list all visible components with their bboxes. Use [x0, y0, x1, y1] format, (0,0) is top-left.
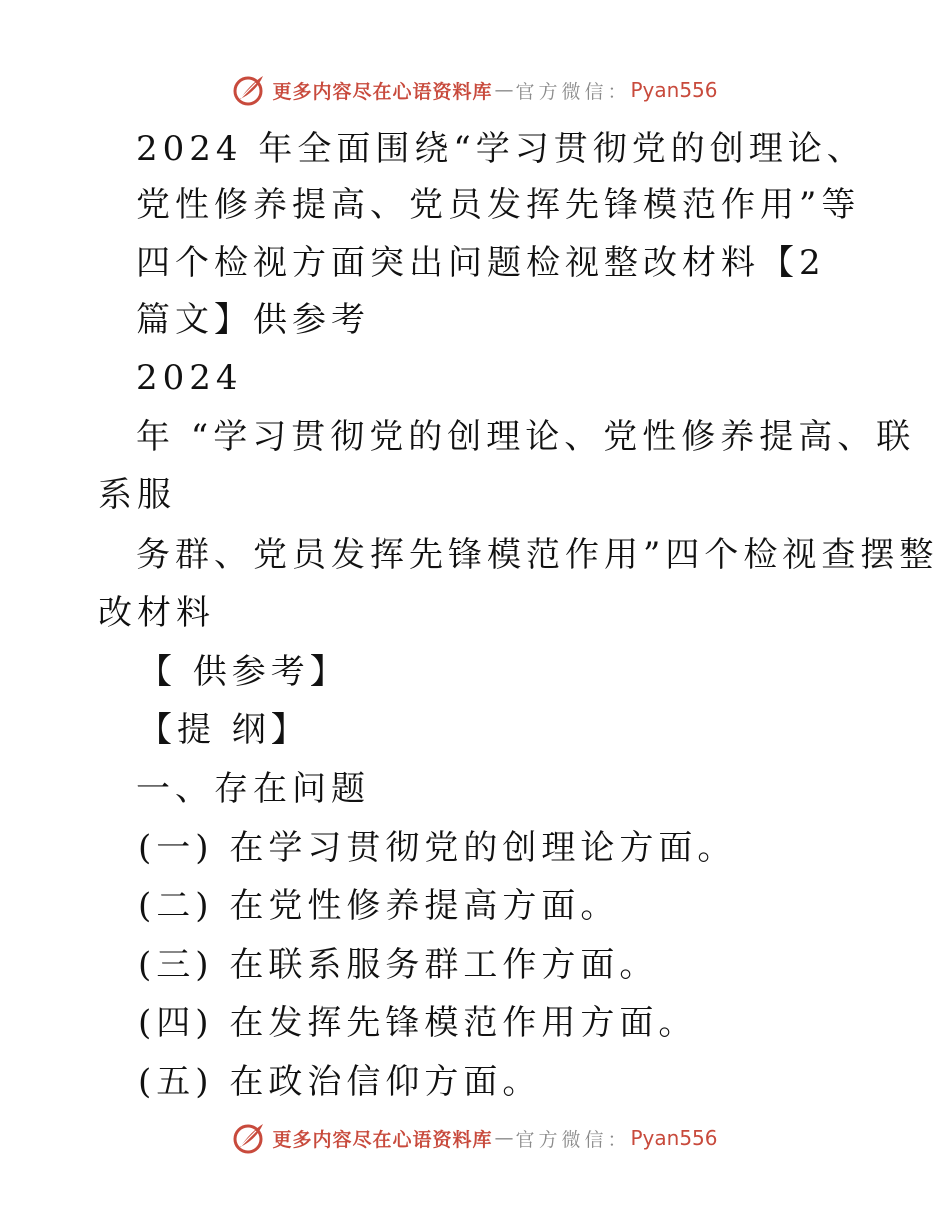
watermark-main-text: 更多内容尽在心语资料库 [272, 80, 493, 103]
body-line-4: 改材料 [98, 593, 215, 633]
reference-note: 【 供参考】 [138, 652, 349, 692]
watermark-label: 官方微信： [515, 1128, 631, 1151]
body-line-1: 年 “学习贯彻党的创理论、党性修养提高、联 [136, 417, 916, 457]
outline-item-3: (三) 在联系服务群工作方面。 [138, 945, 659, 985]
section-heading-1: 一、存在问题 [136, 769, 370, 809]
watermark-separator: — [494, 79, 514, 101]
body-line-3: 务群、党员发挥先锋模范作用”四个检视查摆整 [136, 535, 939, 575]
outline-item-4: (四) 在发挥先锋模范作用方面。 [138, 1003, 698, 1043]
feather-quill-logo-icon [232, 1121, 266, 1155]
watermark-main-text: 更多内容尽在心语资料库 [272, 1128, 493, 1151]
outline-item-5: (五) 在政治信仰方面。 [138, 1062, 542, 1102]
title-line-1: 2024 年全面围绕“学习贯彻党的创理论、 [136, 129, 866, 169]
title-line-4: 篇文】供参考 [136, 300, 370, 340]
watermark-bottom [0, 1118, 950, 1158]
title-line-3: 四个检视方面突出问题检视整改材料【2 [136, 243, 826, 283]
body-line-year: 2024 [136, 358, 243, 398]
watermark-id: Pyan556 [630, 78, 718, 102]
body-line-2: 系服 [98, 475, 176, 515]
title-line-2: 党性修养提高、党员发挥先锋模范作用”等 [136, 185, 861, 225]
watermark-label: 官方微信： [515, 80, 631, 103]
outline-item-1: (一) 在学习贯彻党的创理论方面。 [138, 828, 737, 868]
outline-item-2: (二) 在党性修养提高方面。 [138, 886, 620, 926]
watermark-top [0, 70, 950, 110]
watermark-id: Pyan556 [630, 1126, 718, 1150]
feather-quill-logo-icon [232, 73, 266, 107]
outline-heading: 【提 纲】 [138, 710, 310, 750]
watermark-separator: — [494, 1127, 514, 1149]
